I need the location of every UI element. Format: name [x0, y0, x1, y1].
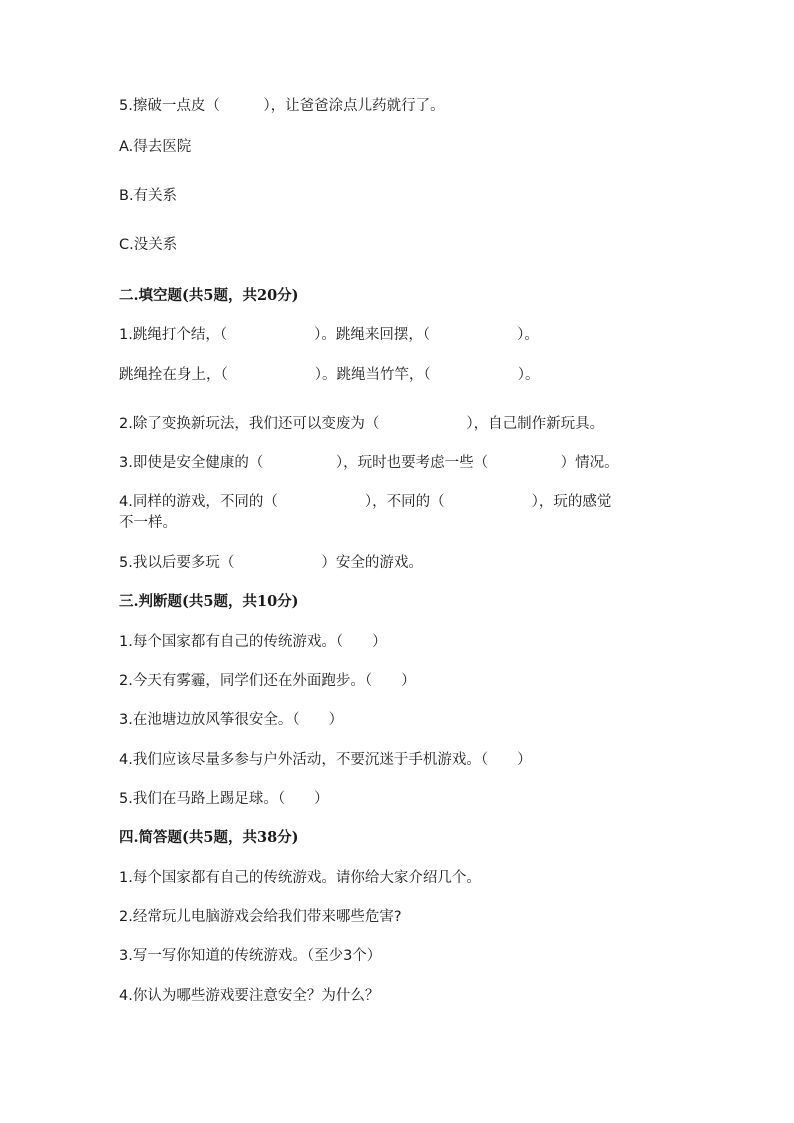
choice-option-c: C.没关系 [119, 237, 178, 253]
choice-question-5: 5.擦破一点皮（ ），让爸爸涂点儿药就行了。 [119, 98, 445, 114]
fill-question-2: 2.除了变换新玩法，我们还可以变废为（ ），自己制作新玩具。 [119, 416, 605, 432]
fill-question-4-line-2: 不一样。 [119, 515, 177, 531]
fill-question-4-line-1: 4.同样的游戏，不同的（ ），不同的（ ），玩的感觉 [119, 494, 612, 510]
fill-question-5: 5.我以后要多玩（ ）安全的游戏。 [119, 555, 423, 571]
section-heading-short-answer: 四.简答题(共5题，共38分) [119, 829, 299, 846]
short-answer-question-2: 2.经常玩儿电脑游戏会给我们带来哪些危害? [119, 909, 402, 925]
short-answer-question-1: 1.每个国家都有自己的传统游戏。请你给大家介绍几个。 [119, 870, 481, 886]
fill-question-3: 3.即使是安全健康的（ ），玩时也要考虑一些（ ）情况。 [119, 455, 619, 471]
choice-option-b: B.有关系 [119, 188, 178, 204]
short-answer-question-3: 3.写一写你知道的传统游戏。（至少3个） [119, 948, 382, 964]
judge-question-2: 2.今天有雾霾，同学们还在外面跑步。（ ） [119, 673, 416, 689]
section-heading-true-false: 三.判断题(共5题，共10分) [119, 593, 299, 610]
judge-question-3: 3.在池塘边放风筝很安全。（ ） [119, 712, 344, 728]
choice-option-a: A.得去医院 [119, 139, 192, 155]
fill-question-1-line-1: 1.跳绳打个结，（ ）。跳绳来回摆，（ ）。 [119, 327, 539, 343]
judge-question-4: 4.我们应该尽量多参与户外活动，不要沉迷于手机游戏。（ ） [119, 752, 532, 768]
section-heading-fill-in: 二.填空题(共5题，共20分) [119, 287, 299, 304]
fill-question-1-line-2: 跳绳拴在身上，（ ）。跳绳当竹竿，（ ）。 [119, 367, 540, 383]
judge-question-5: 5.我们在马路上踢足球。（ ） [119, 791, 329, 807]
short-answer-question-4: 4.你认为哪些游戏要注意安全？为什么？ [119, 988, 380, 1004]
judge-question-1: 1.每个国家都有自己的传统游戏。（ ） [119, 634, 387, 650]
